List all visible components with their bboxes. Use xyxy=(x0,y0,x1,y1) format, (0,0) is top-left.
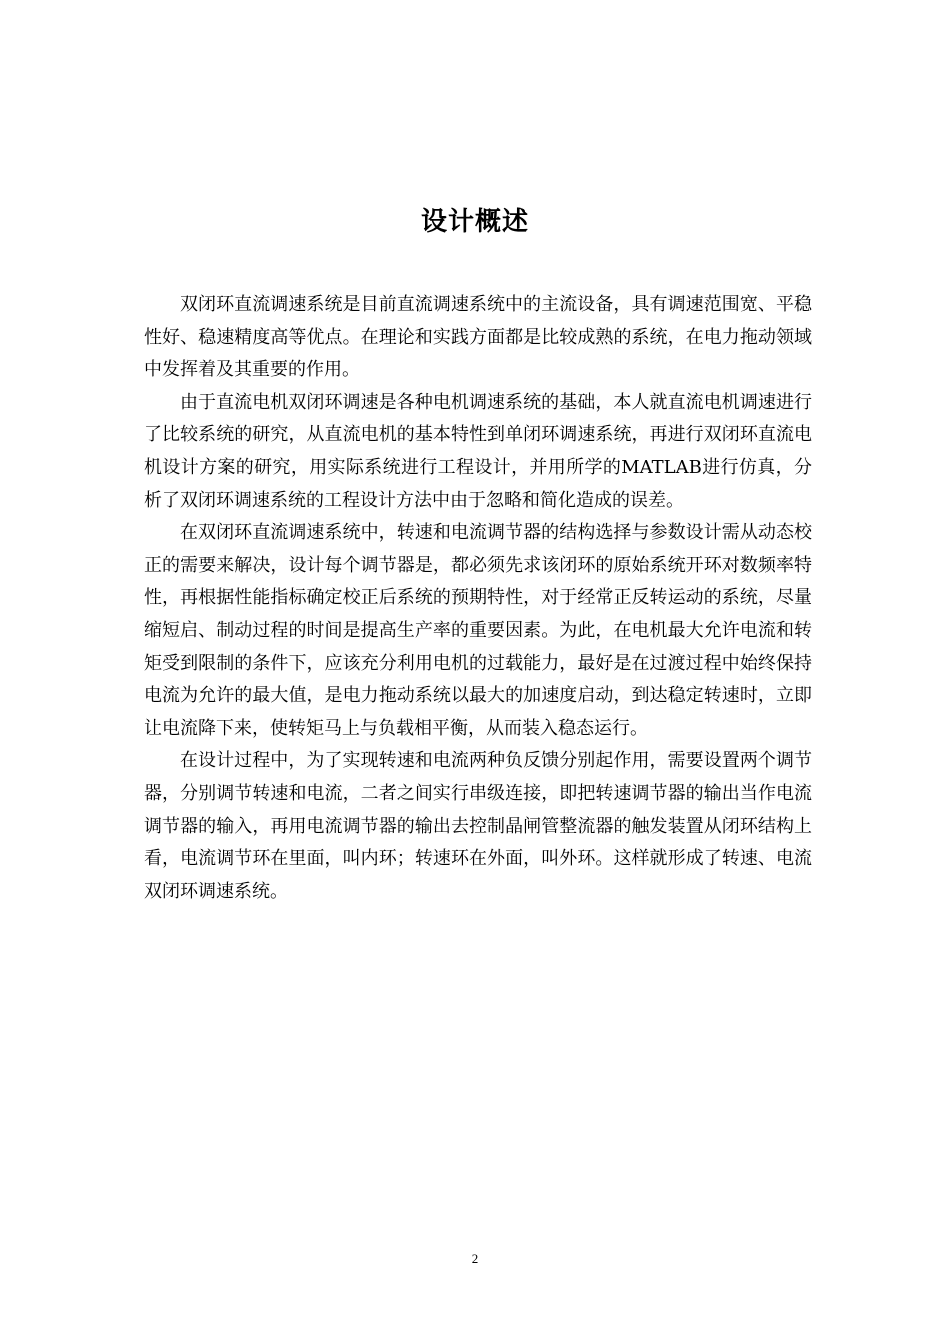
paragraph-3: 在双闭环直流调速系统中，转速和电流调节器的结构选择与参数设计需从动态校正的需要来解决，设计每个调节器是，都必须先求该闭环的原始系统开环对数频率特性，再根据性能指标确定校正后系统的预期特性，对于经常正反转运动的系统，尽量缩短启、制动过程的时间是提高生产率的重要因素。为此，在电机最大允许电流和转矩受到限制的条件下，应该充分利用电机的过载能力，最好是在过渡过程中始终保持电流为允许的最大值，是电力拖动系统以最大的加速度启动，到达稳定转速时，立即让电流降下来，使转矩马上与负载相平衡，从而装入稳态运行。 xyxy=(144,522,812,739)
page-title: 设计概述 xyxy=(420,207,529,237)
paragraph-2: 由于直流电机双闭环调速是各种电机调速系统的基础，本人就直流电机调速进行了比较系统的研究，从直流电机的基本特性到单闭环调速系统，再进行双闭环直流电机设计方案的研究，用实际系统进行工程设计，并用所学的MATLAB进行仿真，分析了双闭环调速系统的工程设计方法中由于忽略和简化造成的误差。 xyxy=(144,391,812,511)
page-number: 2 xyxy=(471,1251,479,1266)
body-text xyxy=(144,289,812,908)
paragraph-1: 双闭环直流调速系统是目前直流调速系统中的主流设备，具有调速范围宽、平稳性好、稳速精度高等优点。在理论和实践方面都是比较成熟的系统，在电力拖动领域中发挥着及其重要的作用。 xyxy=(144,294,812,381)
paragraph-4: 在设计过程中，为了实现转速和电流两种负反馈分别起作用，需要设置两个调节器，分别调节转速和电流，二者之间实行串级连接，即把转速调节器的输出当作电流调节器的输入，再用电流调节器的输出去控制晶闸管整流器的触发装置从闭环结构上看，电流调节环在里面，叫内环；转速环在外面，叫外环。这样就形成了转速、电流双闭环调速系统。 xyxy=(144,750,812,902)
